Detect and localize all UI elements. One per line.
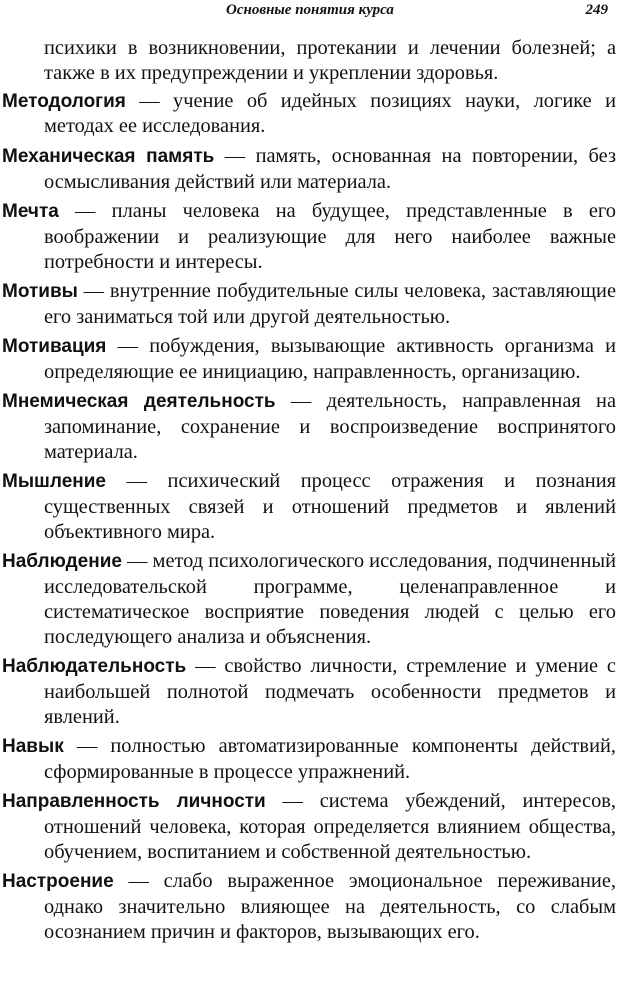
entry-definition: — внутренние побудительные силы человека, заставляющие его заниматься той или другой деятельностью.	[44, 279, 616, 328]
entry-definition: — память, основанная на повторении, без осмысливания действий или материала.	[44, 144, 616, 193]
entry-term: Направленность личности	[2, 791, 266, 813]
entry-term: Мотивы	[2, 280, 78, 302]
entry-definition: — метод психологического исследования, подчиненный исследовательской программе, целенаправленное и систематическое восприятие поведения людей с целью его последующего анализа и объяснения.	[44, 550, 616, 648]
glossary-content	[2, 36, 616, 949]
entry-term: Механическая память	[2, 145, 215, 167]
page-number: 249	[585, 2, 608, 18]
continuation-text: психики в возникновении, протекании и лечении болезней; а также в их предупреждении и укреплении здоровья.	[44, 37, 616, 84]
entry-definition: — деятельность, направленная на запоминание, сохранение и воспроизведение воспринятого материала.	[44, 390, 616, 463]
entry-definition: — полностью автоматизированные компоненты действий, сформированные в процессе упражнений.	[44, 735, 616, 783]
glossary-entry-metodologiya	[2, 89, 616, 140]
glossary-entry-nablyudatelnost	[2, 654, 616, 729]
entry-term: Методология	[2, 90, 126, 112]
entry-term: Мнемическая деятельность	[2, 391, 276, 413]
glossary-entry-napravlennost-lichnosti	[2, 789, 616, 864]
glossary-entry-nablyudenie	[2, 549, 616, 649]
glossary-entry-motivatsiya	[2, 334, 616, 385]
entry-definition: — побуждения, вызывающие активность организма и определяющие ее инициацию, направленность, организацию.	[44, 335, 616, 383]
entry-definition: — система убеждений, интересов, отношений человека, которая определяется влиянием общества, обучением, воспитанием и собственной деятельностью.	[44, 790, 616, 863]
entry-definition: — планы человека на будущее, представленные в его воображении и реализующие для него наиболее важные потребности и интересы.	[44, 199, 616, 273]
glossary-entry-mekhanicheskaya-pamyat	[2, 144, 616, 195]
entry-term: Наблюдение	[2, 551, 122, 573]
entry-term: Навык	[2, 736, 64, 758]
entry-term: Наблюдательность	[2, 656, 187, 678]
glossary-entry-mechta	[2, 199, 616, 274]
glossary-entry-navyk	[2, 734, 616, 785]
entry-definition: — свойство личности, стремление и умение с наибольшей полнотой подмечать особенности предметов и явлений.	[44, 655, 616, 728]
glossary-entry-myshlenie	[2, 469, 616, 544]
glossary-entry-nastroenie	[2, 869, 616, 944]
entry-term: Мотивация	[2, 336, 107, 358]
entry-definition: — слабо выраженное эмоциональное переживание, однако значительно влияющее на деятельность, со слабым осознанием причин и факторов, вызывающих его.	[44, 870, 616, 943]
glossary-entry-motivy	[2, 279, 616, 330]
entry-term: Настроение	[2, 871, 114, 893]
entry-definition: — психический процесс отражения и познания существенных связей и отношений предметов и явлений объективного мира.	[44, 470, 616, 543]
entry-term: Мечта	[2, 200, 59, 222]
glossary-entry-mnemicheskaya-deyatelnost	[2, 389, 616, 464]
entry-definition: — учение об идейных позициях науки, логике и методах ее исследования.	[44, 89, 616, 138]
entry-term: Мышление	[2, 471, 106, 493]
running-title: Основные понятия курса	[226, 2, 394, 18]
page-header	[0, 0, 620, 26]
